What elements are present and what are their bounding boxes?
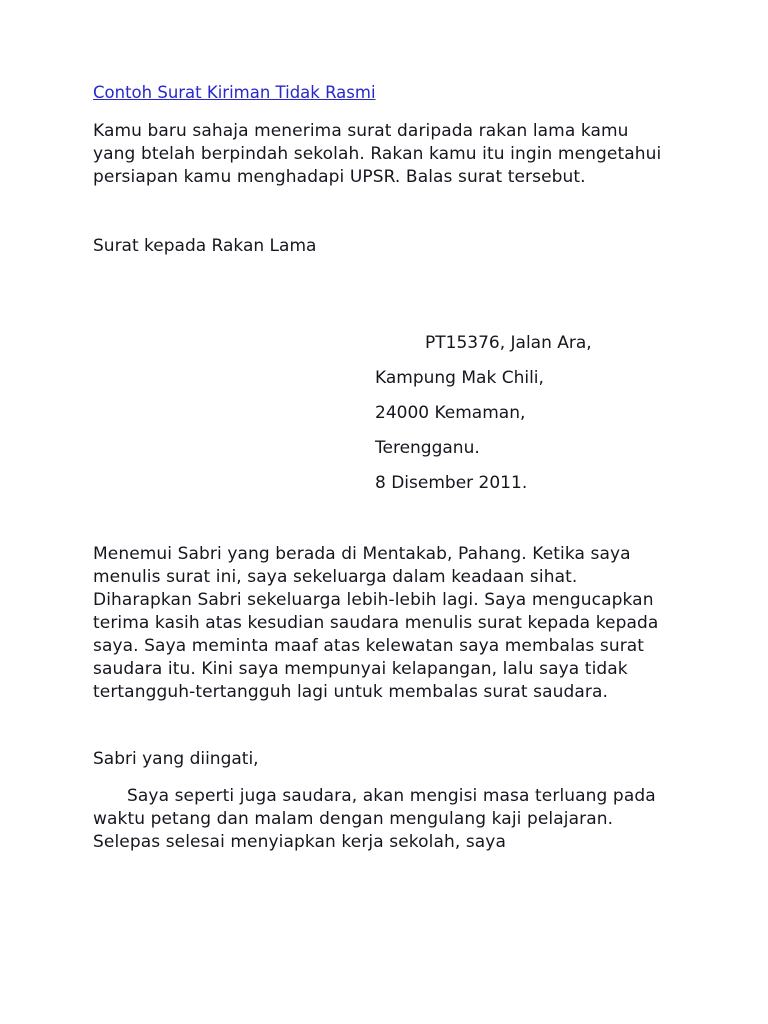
letter-date: 8 Disember 2011. — [375, 473, 528, 493]
address-line-state: Terengganu. — [375, 438, 480, 458]
sender-address-block — [375, 326, 674, 501]
body-paragraph-1: Menemui Sabri yang berada di Mentakab, Pahang. Ketika saya menulis surat ini, saya sekeluarga dalam keadaan sihat. Diharapkan Sabri sekeluarga lebih-lebih lagi. Saya mengucapkan terima kasih atas kesudian saudara menulis surat kepada kepada saya. Saya meminta maaf atas kelewatan saya membalas surat saudara itu. Kini saya mempunyai kelapangan, lalu saya tidak tertangguh-tertangguh lagi untuk membalas surat saudara. — [93, 544, 659, 702]
intro-paragraph: Kamu baru sahaja menerima surat daripada rakan lama kamu yang btelah berpindah sekolah. Rakan kamu itu ingin mengetahui persiapan kamu menghadapi UPSR. Balas surat tersebut. — [93, 121, 662, 187]
address-line-postcode-town: 24000 Kemaman, — [375, 403, 526, 423]
salutation-line: Sabri yang diingati, — [93, 749, 259, 769]
body-paragraph-2: Saya seperti juga saudara, akan mengisi masa terluang pada waktu petang dan malam dengan mengulang kaji pelajaran. Selepas selesai menyiapkan kerja sekolah, saya — [93, 786, 656, 852]
document-title-link[interactable]: Contoh Surat Kiriman Tidak Rasmi — [93, 83, 376, 102]
subject-line: Surat kepada Rakan Lama — [93, 236, 317, 256]
address-line-village: Kampung Mak Chili, — [375, 368, 544, 388]
address-line-street: PT15376, Jalan Ara, — [425, 333, 592, 353]
